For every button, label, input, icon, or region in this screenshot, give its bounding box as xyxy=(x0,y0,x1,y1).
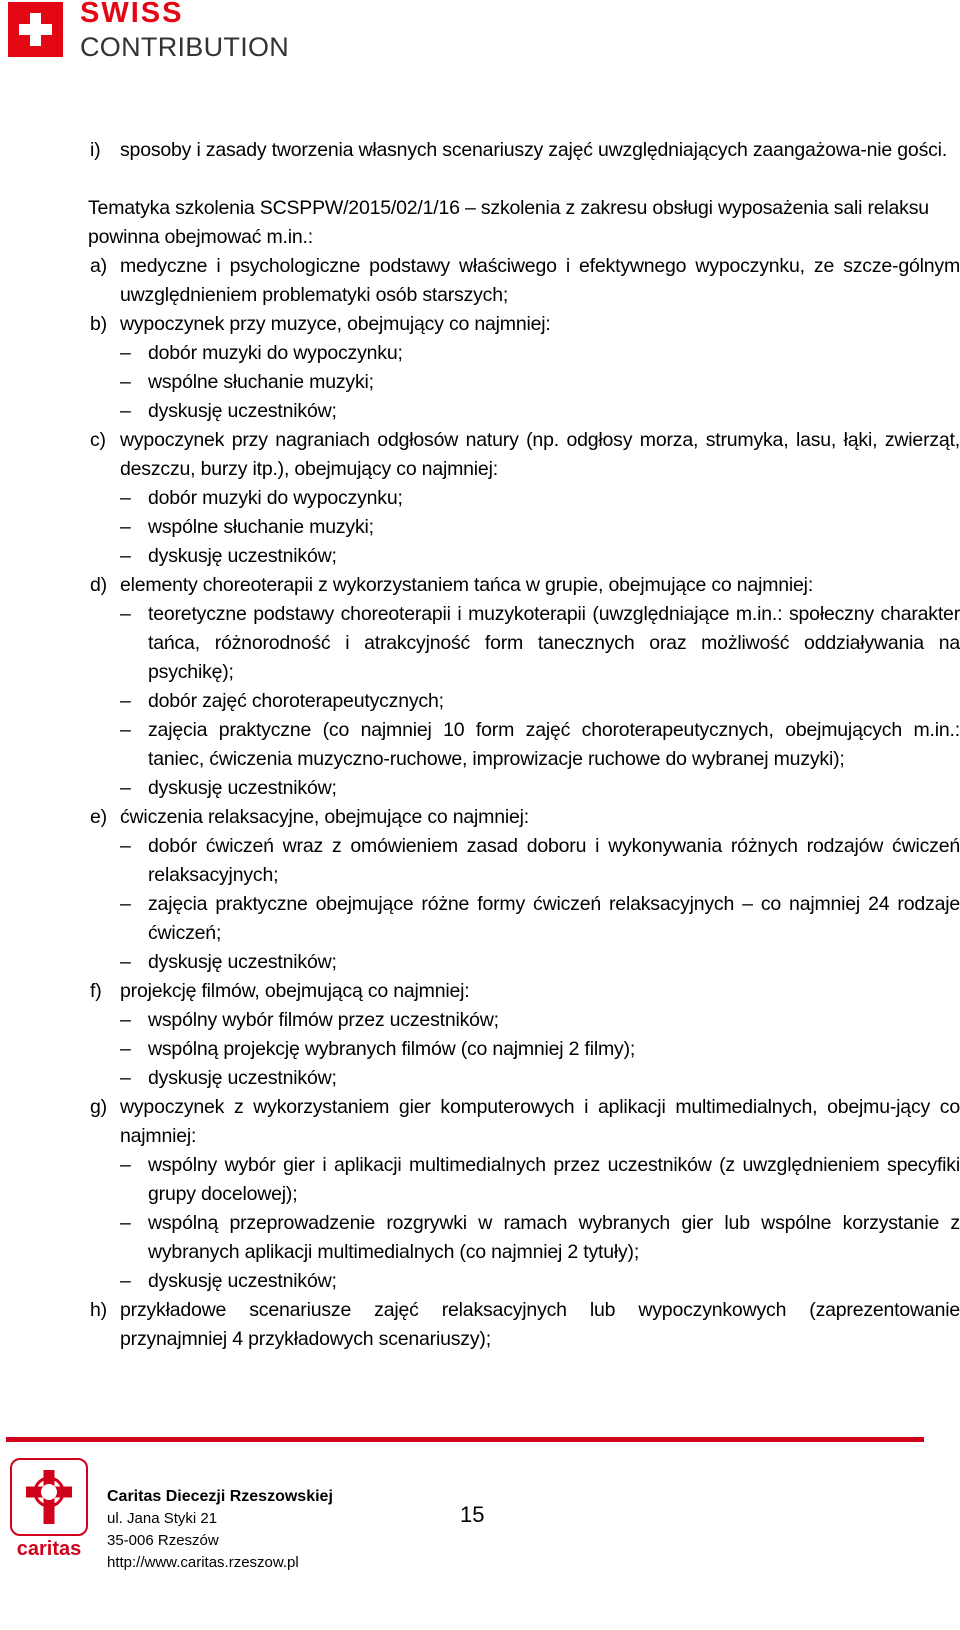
dash-marker: – xyxy=(120,690,131,712)
list-item xyxy=(88,977,960,1006)
list-marker: i) xyxy=(90,139,101,161)
list-marker: b) xyxy=(90,313,107,335)
sub-list-item xyxy=(88,1006,960,1035)
sub-list-item xyxy=(88,542,960,571)
dash-marker: – xyxy=(120,1270,131,1292)
sub-list-item xyxy=(88,1064,960,1093)
swiss-flag-logo-icon xyxy=(8,2,63,57)
org-street: ul. Jana Styki 21 xyxy=(107,1510,218,1527)
sub-list-item-text: dyskusję uczestników; xyxy=(148,400,337,422)
organization-address xyxy=(107,1486,333,1574)
list-item xyxy=(88,310,960,339)
dash-marker: – xyxy=(120,777,131,799)
sub-list-item-text: dobór ćwiczeń wraz z omówieniem zasad doboru i wykonywania różnych rodzajów ćwiczeń relaksacyjnych; xyxy=(148,835,960,886)
sub-list-item-text: wspólny wybór gier i aplikacji multimedialnych przez uczestników (z uwzględnieniem specyfiki grupy docelowej); xyxy=(148,1154,960,1205)
sub-list-item xyxy=(88,513,960,542)
dash-marker: – xyxy=(120,893,131,915)
dash-marker: – xyxy=(120,835,131,857)
dash-marker: – xyxy=(120,1067,131,1089)
list-item-text: przykładowe scenariusze zajęć relaksacyjnych lub wypoczynkowych (zaprezentowanie przynajmniej 4 przykładowych scenariuszy); xyxy=(120,1299,960,1350)
list-item-i xyxy=(88,136,960,165)
sub-list-item xyxy=(88,890,960,948)
list-item-text: ćwiczenia relaksacyjne, obejmujące co najmniej: xyxy=(120,806,529,828)
list-marker: e) xyxy=(90,806,107,828)
document-body xyxy=(88,136,960,1354)
page-number: 15 xyxy=(460,1502,485,1527)
list-item-text: wypoczynek przy muzyce, obejmujący co najmniej: xyxy=(120,313,551,335)
sub-list-item-text: teoretyczne podstawy choreoterapii i muzykoterapii (uwzględniające m.in.: społeczny charakter tańca, różnorodność i atrakcyjność form tanecznych oraz możliwość oddziaływania na psychikę); xyxy=(148,603,960,683)
sub-list-item xyxy=(88,687,960,716)
sub-list-item-text: dyskusję uczestników; xyxy=(148,545,337,567)
sub-list-item-text: wspólną projekcję wybranych filmów (co najmniej 2 filmy); xyxy=(148,1038,636,1060)
org-url[interactable]: http://www.caritas.rzeszow.pl xyxy=(107,1554,299,1571)
sub-list-item-text: dyskusję uczestników; xyxy=(148,1067,337,1089)
org-city: 35-006 Rzeszów xyxy=(107,1532,219,1549)
sub-list-item-text: dyskusję uczestników; xyxy=(148,777,337,799)
sub-list-item-text: wspólny wybór filmów przez uczestników; xyxy=(148,1009,499,1031)
list-marker: c) xyxy=(90,429,106,451)
sub-list-item xyxy=(88,397,960,426)
dash-marker: – xyxy=(120,516,131,538)
sub-list-item xyxy=(88,832,960,890)
list-marker: h) xyxy=(90,1299,107,1321)
sub-list-item-text: wspólne słuchanie muzyki; xyxy=(148,371,374,393)
list-item-text: elementy choreoterapii z wykorzystaniem tańca w grupie, obejmujące co najmniej: xyxy=(120,574,814,596)
dash-marker: – xyxy=(120,1009,131,1031)
sub-list-item-text: dobór muzyki do wypoczynku; xyxy=(148,342,403,364)
brand-line1: SWISS xyxy=(80,0,184,29)
logo-word: caritas xyxy=(16,1538,82,1560)
list-item xyxy=(88,803,960,832)
org-name: Caritas Diecezji Rzeszowskiej xyxy=(107,1488,333,1505)
dash-marker: – xyxy=(120,1154,131,1176)
sub-list-item xyxy=(88,368,960,397)
dash-marker: – xyxy=(120,342,131,364)
list-item-text: wypoczynek z wykorzystaniem gier komputerowych i aplikacji multimedialnych, obejmu-jący co najmniej: xyxy=(120,1096,960,1147)
dash-marker: – xyxy=(120,1038,131,1060)
topic-list xyxy=(88,252,960,1354)
list-item-text: medyczne i psychologiczne podstawy właściwego i efektywnego wypoczynku, ze szcze-gólnym uwzględnieniem problematyki osób starszych; xyxy=(120,255,960,306)
list-item-text: sposoby i zasady tworzenia własnych scenariuszy zajęć uwzględniających zaangażowa-nie gości. xyxy=(120,139,948,161)
dash-marker: – xyxy=(120,371,131,393)
footer-divider xyxy=(6,1437,924,1442)
sub-list-item-text: dyskusję uczestników; xyxy=(148,1270,337,1292)
sub-list-item-text: wspólne słuchanie muzyki; xyxy=(148,516,374,538)
header xyxy=(8,0,408,62)
caritas-cross-icon xyxy=(12,1460,86,1534)
list-marker: d) xyxy=(90,574,107,596)
list-item xyxy=(88,1296,960,1354)
caritas-logo xyxy=(10,1458,88,1562)
intro-paragraph: Tematyka szkolenia SCSPPW/2015/02/1/16 – szkolenia z zakresu obsługi wyposażenia sali relaksu powinna obejmować m.in.: xyxy=(88,197,929,248)
sub-list-item-text: zajęcia praktyczne obejmujące różne formy ćwiczeń relaksacyjnych – co najmniej 24 rodzaje ćwiczeń; xyxy=(148,893,960,944)
dash-marker: – xyxy=(120,951,131,973)
sub-list-item-text: dobór muzyki do wypoczynku; xyxy=(148,487,403,509)
sub-list-item xyxy=(88,484,960,513)
sub-list-item xyxy=(88,948,960,977)
list-item xyxy=(88,1093,960,1151)
sub-list-item xyxy=(88,774,960,803)
dash-marker: – xyxy=(120,1212,131,1234)
sub-list-item xyxy=(88,1209,960,1267)
list-item xyxy=(88,426,960,484)
list-item-text: wypoczynek przy nagraniach odgłosów natury (np. odgłosy morza, strumyka, lasu, łąki, zwierząt, deszczu, burzy itp.), obejmujący co najmniej: xyxy=(120,429,960,480)
sub-list-item xyxy=(88,339,960,368)
sub-list-item xyxy=(88,600,960,687)
sub-list-item xyxy=(88,1267,960,1296)
dash-marker: – xyxy=(120,603,131,625)
sub-list-item xyxy=(88,1035,960,1064)
sub-list-item-text: dobór zajęć choroterapeutycznych; xyxy=(148,690,444,712)
dash-marker: – xyxy=(120,487,131,509)
dash-marker: – xyxy=(120,545,131,567)
sub-list-item xyxy=(88,1151,960,1209)
sub-list-item-text: zajęcia praktyczne (co najmniej 10 form zajęć choroterapeutycznych, obejmujących m.in.: taniec, ćwiczenia muzyczno-ruchowe, improwizacje ruchowe do wybranej muzyki); xyxy=(148,719,960,770)
dash-marker: – xyxy=(120,719,131,741)
dash-marker: – xyxy=(120,400,131,422)
list-item xyxy=(88,571,960,600)
sub-list-item-text: dyskusję uczestników; xyxy=(148,951,337,973)
sub-list-item xyxy=(88,716,960,774)
list-item xyxy=(88,252,960,310)
brand-line2: CONTRIBUTION xyxy=(80,32,290,62)
list-marker: g) xyxy=(90,1096,107,1118)
list-marker: a) xyxy=(90,255,107,277)
sub-list-item-text: wspólną przeprowadzenie rozgrywki w ramach wybranych gier lub wspólne korzystanie z wybranych aplikacji multimedialnych (co najmniej 2 tytuły); xyxy=(148,1212,960,1263)
list-item-text: projekcję filmów, obejmującą co najmniej: xyxy=(120,980,470,1002)
list-marker: f) xyxy=(90,980,102,1002)
